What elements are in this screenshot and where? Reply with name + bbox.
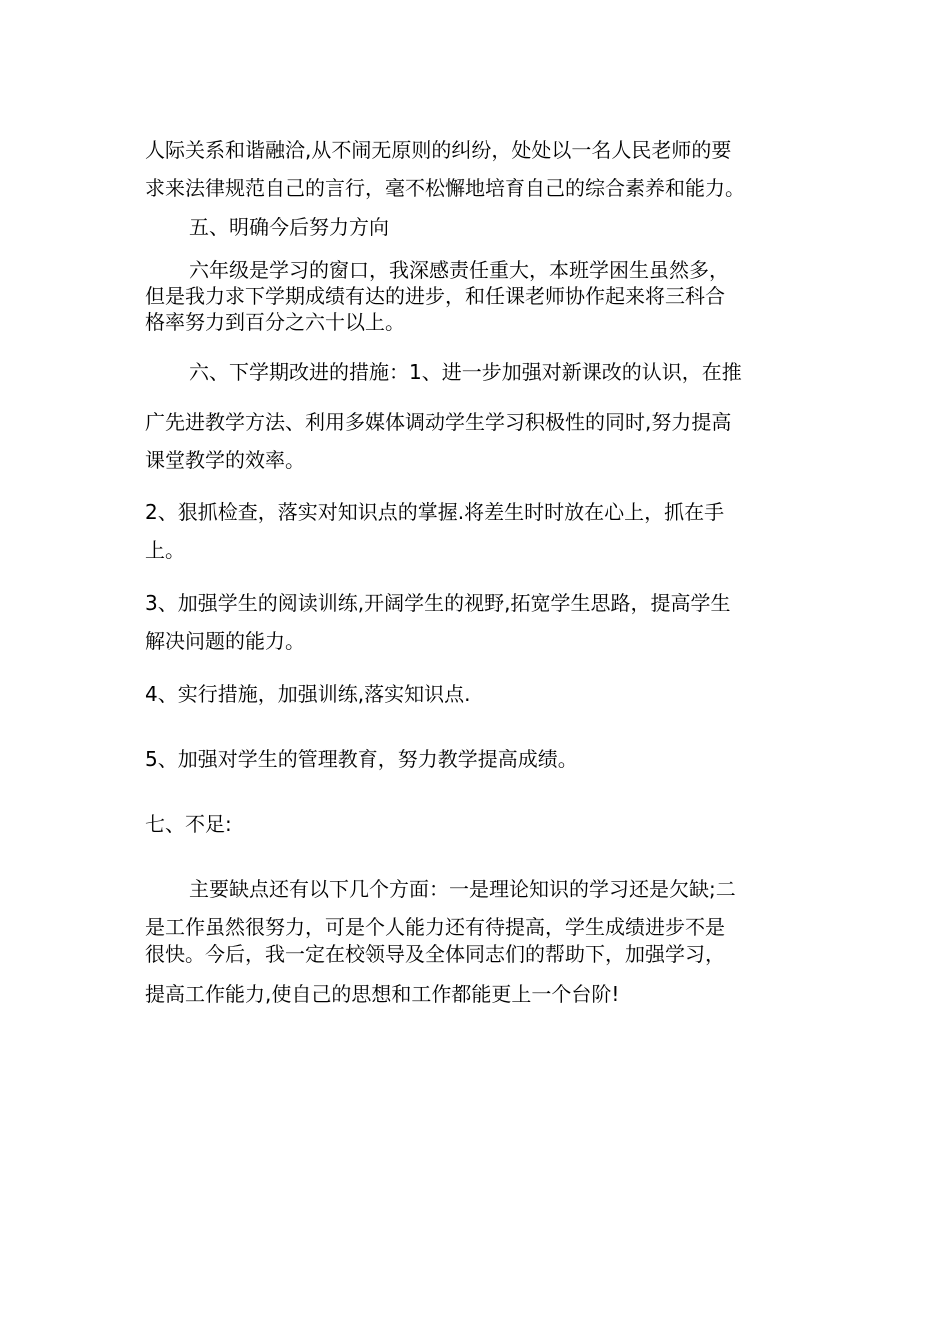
text-line: 求来法律规范自己的言行，毫不松懈地培育自己的综合素养和能力。: [145, 176, 745, 200]
list-item: 4、实行措施，加强训练,落实知识点.: [145, 682, 471, 706]
text-line: 人际关系和谐融洽,从不闹无原则的纠纷，处处以一名人民老师的要: [145, 138, 732, 162]
list-item: 3、加强学生的阅读训练,开阔学生的视野,拓宽学生思路，提高学生: [145, 591, 731, 615]
text-line: 六年级是学习的窗口，我深感责任重大，本班学困生虽然多，: [189, 258, 729, 282]
text-line: 格率努力到百分之六十以上。: [145, 310, 405, 334]
text-line: 提高工作能力,使自己的思想和工作都能更上一个台阶!: [145, 982, 620, 1006]
text-line: 课堂教学的效率。: [145, 448, 305, 472]
section-heading: 五、明确今后努力方向: [189, 215, 389, 239]
text-line: 但是我力求下学期成绩有达的进步，和任课老师协作起来将三科合: [145, 284, 725, 308]
text-line: 广先进教学方法、利用多媒体调动学生学习积极性的同时,努力提高: [145, 410, 732, 434]
text-line: 是工作虽然很努力，可是个人能力还有待提高，学生成绩进步不是: [145, 915, 725, 939]
text-line: 上。: [145, 538, 185, 562]
section-heading: 七、不足:: [145, 812, 232, 836]
list-item: 2、狠抓检查，落实对知识点的掌握.将差生时时放在心上，抓在手: [145, 500, 725, 524]
section-heading: 六、下学期改进的措施：1、进一步加强对新课改的认识，在推: [189, 360, 742, 384]
list-item: 5、加强对学生的管理教育，努力教学提高成绩。: [145, 747, 578, 771]
text-line: 主要缺点还有以下几个方面：一是理论知识的学习还是欠缺;二: [189, 877, 736, 901]
text-line: 解决问题的能力。: [145, 629, 305, 653]
text-line: 很快。今后，我一定在校领导及全体同志们的帮助下，加强学习，: [145, 942, 725, 966]
